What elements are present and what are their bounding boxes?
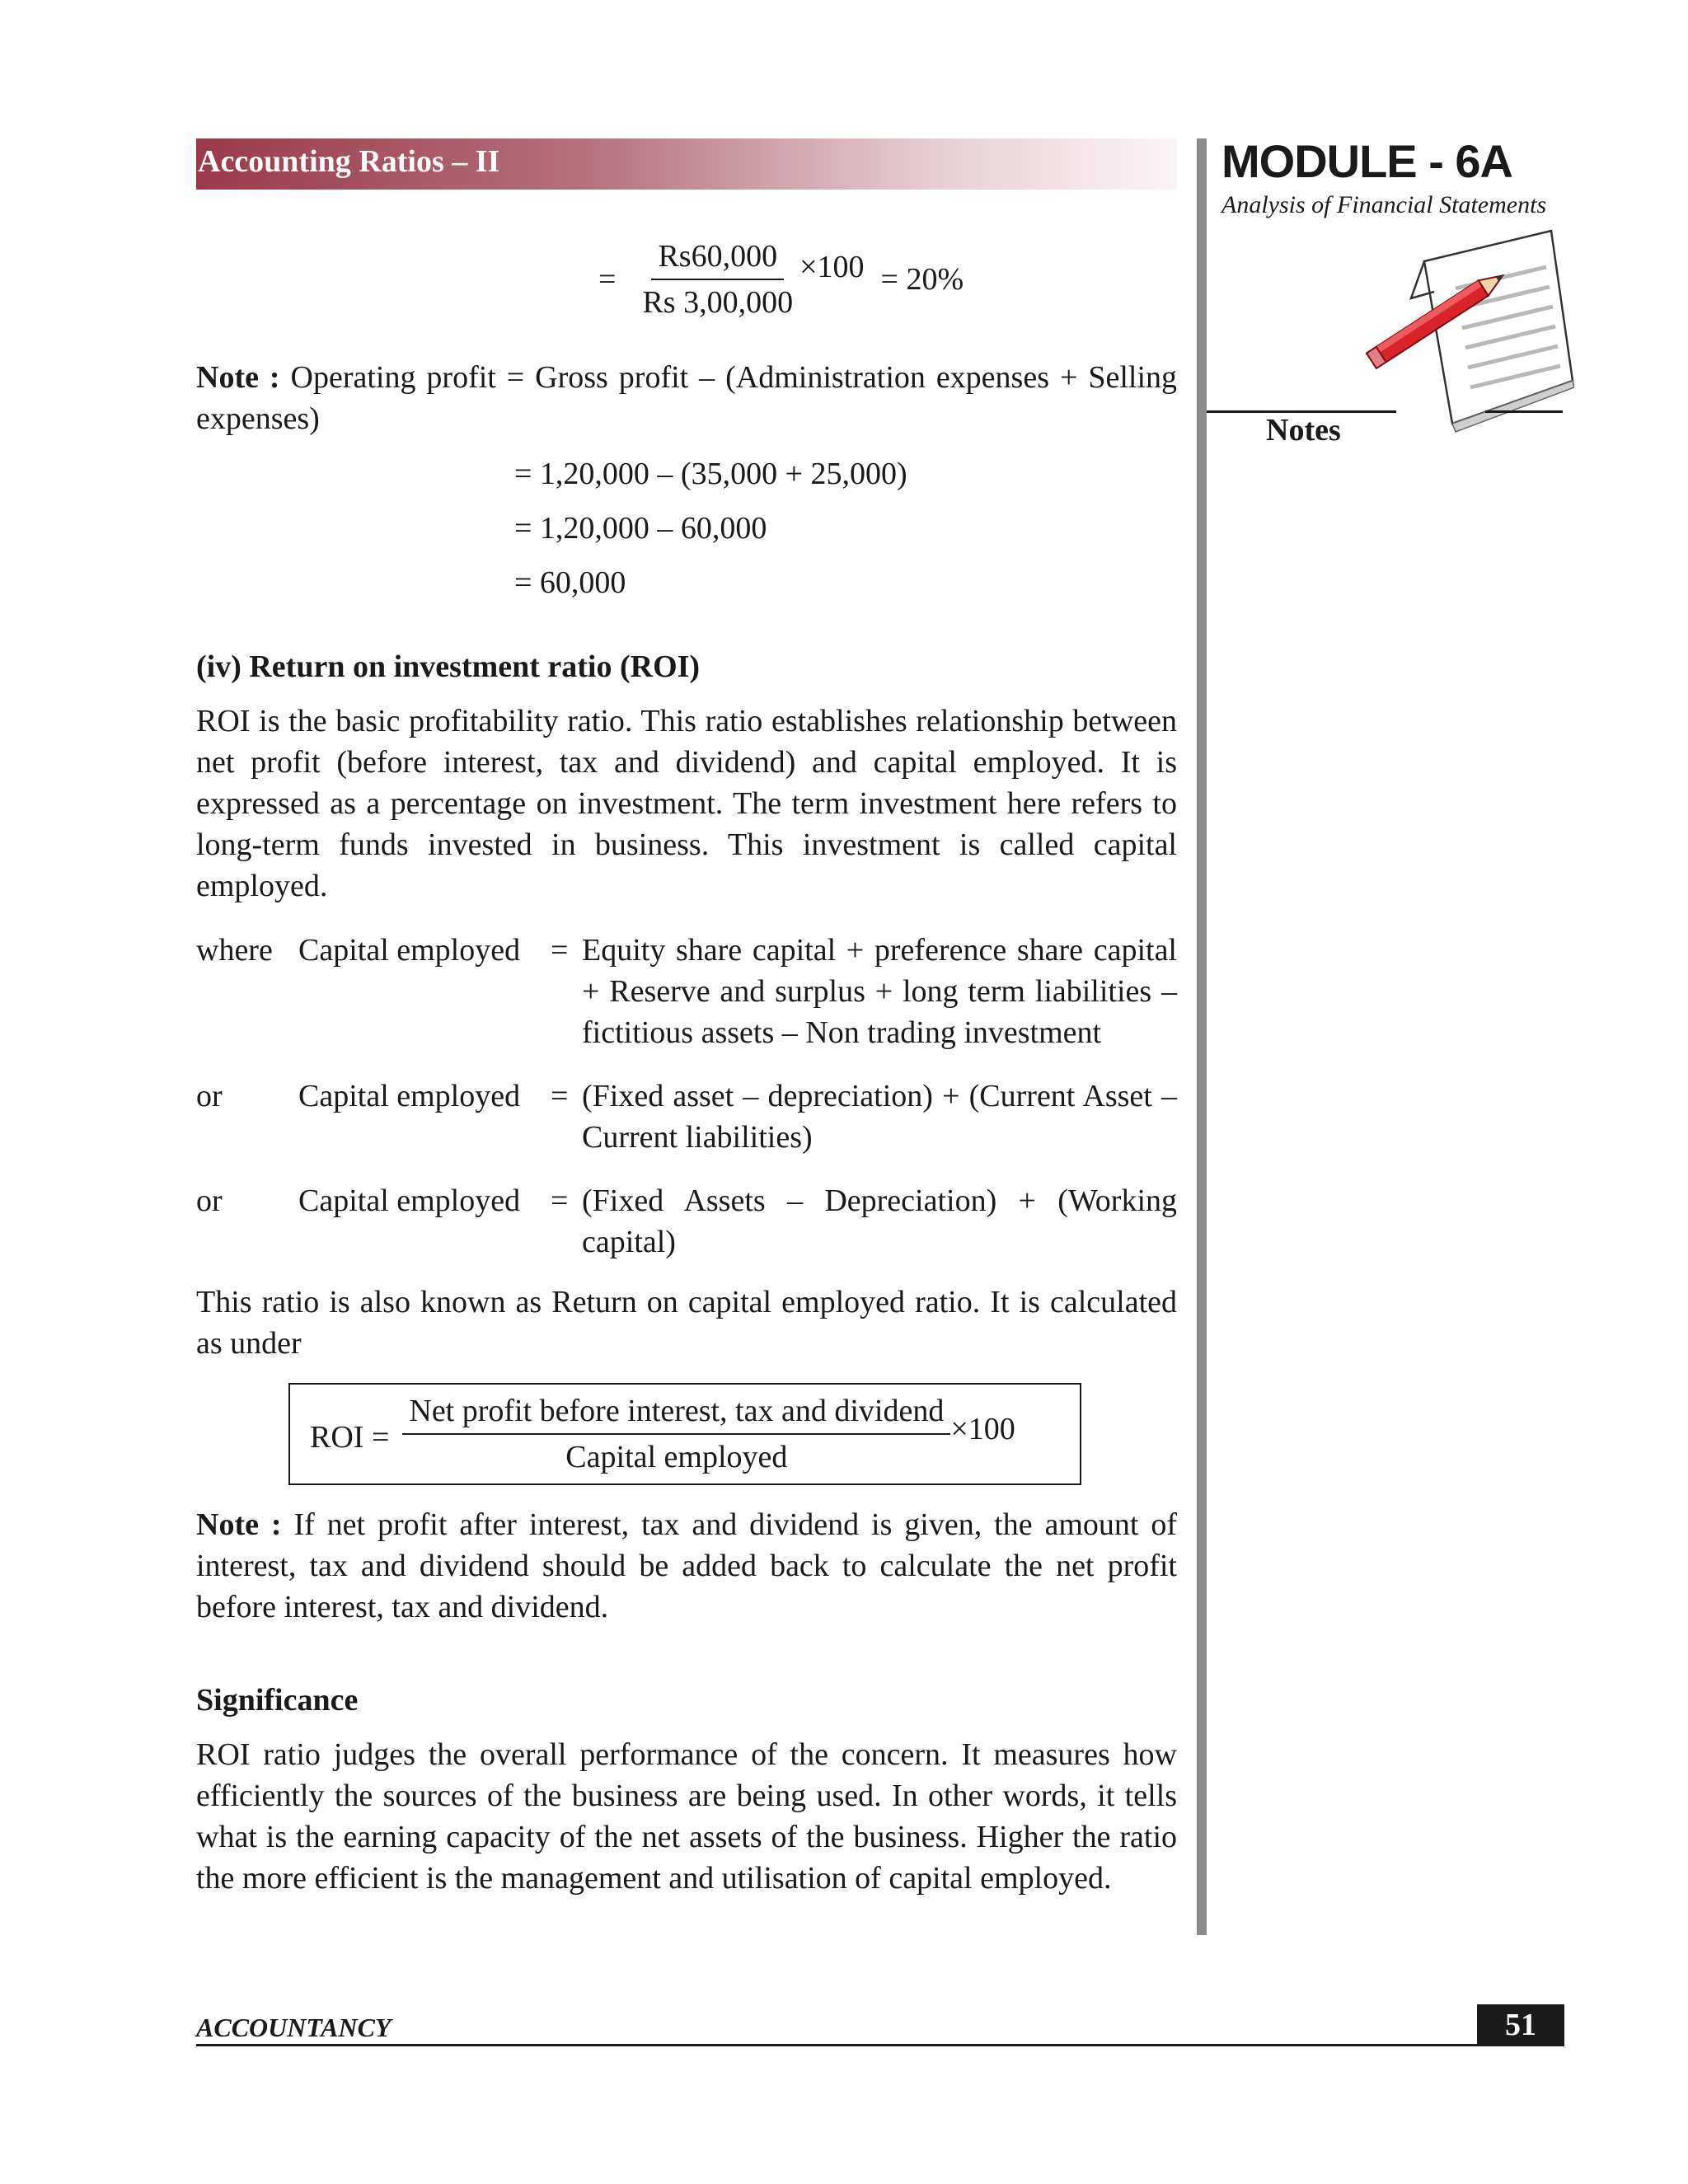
note-label: Note : — [196, 1507, 282, 1542]
notes-rule — [1485, 410, 1563, 413]
row-term: Capital employed — [298, 1183, 521, 1218]
capital-employed-row — [196, 1180, 1177, 1263]
row-equals: = — [551, 933, 569, 968]
chapter-title: Accounting Ratios – II — [198, 144, 500, 179]
section-heading: (iv) Return on investment ratio (ROI) — [196, 649, 701, 684]
roi-paragraph: ROI is the basic profitability ratio. This ratio establishes relationship between net profit (before interest, tax and dividend) and capital employed. It is expressed as a percentage on investment. The term investment here refers to long-term funds invested in business. This investment is called capital employed. — [196, 704, 1177, 903]
row-term: Capital employed — [298, 933, 521, 968]
module-title: MODULE - 6A — [1221, 135, 1512, 187]
row-lead: where — [196, 933, 273, 968]
note-label: Note : — [196, 360, 280, 395]
page-number: 51 — [1477, 2004, 1564, 2046]
row-term: Capital employed — [298, 1079, 521, 1113]
footer-subject: ACCOUNTANCY — [196, 2013, 392, 2042]
row-definition: Equity share capital + preference share capital + Reserve and surplus + long term liabilities – fictitious assets – Non trading investment — [582, 933, 1177, 1050]
row-definition: (Fixed Assets – Depreciation) + (Working capital) — [582, 1183, 1177, 1259]
roi-fraction — [402, 1392, 950, 1476]
calc-step: = 1,20,000 – (35,000 + 25,000) — [514, 457, 907, 491]
significance-paragraph: ROI ratio judges the overall performance of the concern. It measures how efficiently the sources of the business are being used. In other words, it tells what is the earning capacity of the net assets of the business. Higher the ratio the more efficient is the management and utilisation of capital employed. — [196, 1737, 1177, 1896]
calculation-result: = 20% — [880, 262, 964, 297]
fraction-denominator: Capital employed — [565, 1440, 788, 1474]
note-text: Operating profit = Gross profit – (Administration expenses + Selling expenses) — [196, 360, 1177, 436]
formula-lhs: ROI = — [310, 1420, 390, 1455]
note-net-profit — [196, 1504, 1177, 1628]
fraction-numerator: Net profit before interest, tax and dividend — [402, 1392, 950, 1435]
roi-formula-box — [288, 1383, 1081, 1485]
note-text: If net profit after interest, tax and dividend is given, the amount of interest, tax and dividend should be added back to calculate the net profit before interest, tax and dividend. — [196, 1507, 1178, 1624]
row-equals: = — [551, 1079, 569, 1113]
capital-employed-row — [196, 1076, 1177, 1158]
fraction-denominator: Rs 3,00,000 — [642, 285, 794, 320]
notes-label: Notes — [1266, 413, 1341, 448]
calc-step: = 1,20,000 – 60,000 — [514, 511, 767, 546]
multiplier: ×100 — [799, 250, 865, 284]
multiplier: ×100 — [950, 1412, 1015, 1446]
also-known-paragraph: This ratio is also known as Return on capital employed ratio. It is calculated as under — [196, 1285, 1177, 1361]
row-lead: or — [196, 1183, 223, 1218]
module-subtitle: Analysis of Financial Statements — [1221, 191, 1547, 218]
note-operating-profit — [196, 357, 1177, 439]
sidebar-divider — [1197, 138, 1207, 1935]
row-definition: (Fixed asset – depreciation) + (Current Asset – Current liabilities) — [582, 1079, 1177, 1155]
calc-step: = 60,000 — [514, 565, 626, 600]
capital-employed-row — [196, 930, 1177, 1053]
fraction-numerator: Rs60,000 — [651, 237, 784, 280]
calculation-fraction — [635, 237, 799, 321]
significance-heading: Significance — [196, 1683, 359, 1718]
equals-sign: = — [598, 262, 617, 297]
row-lead: or — [196, 1079, 223, 1113]
notepad-with-pencil-icon — [1360, 216, 1574, 438]
calculation-line — [598, 237, 964, 321]
row-equals: = — [551, 1183, 569, 1218]
footer-rule — [196, 2044, 1564, 2046]
